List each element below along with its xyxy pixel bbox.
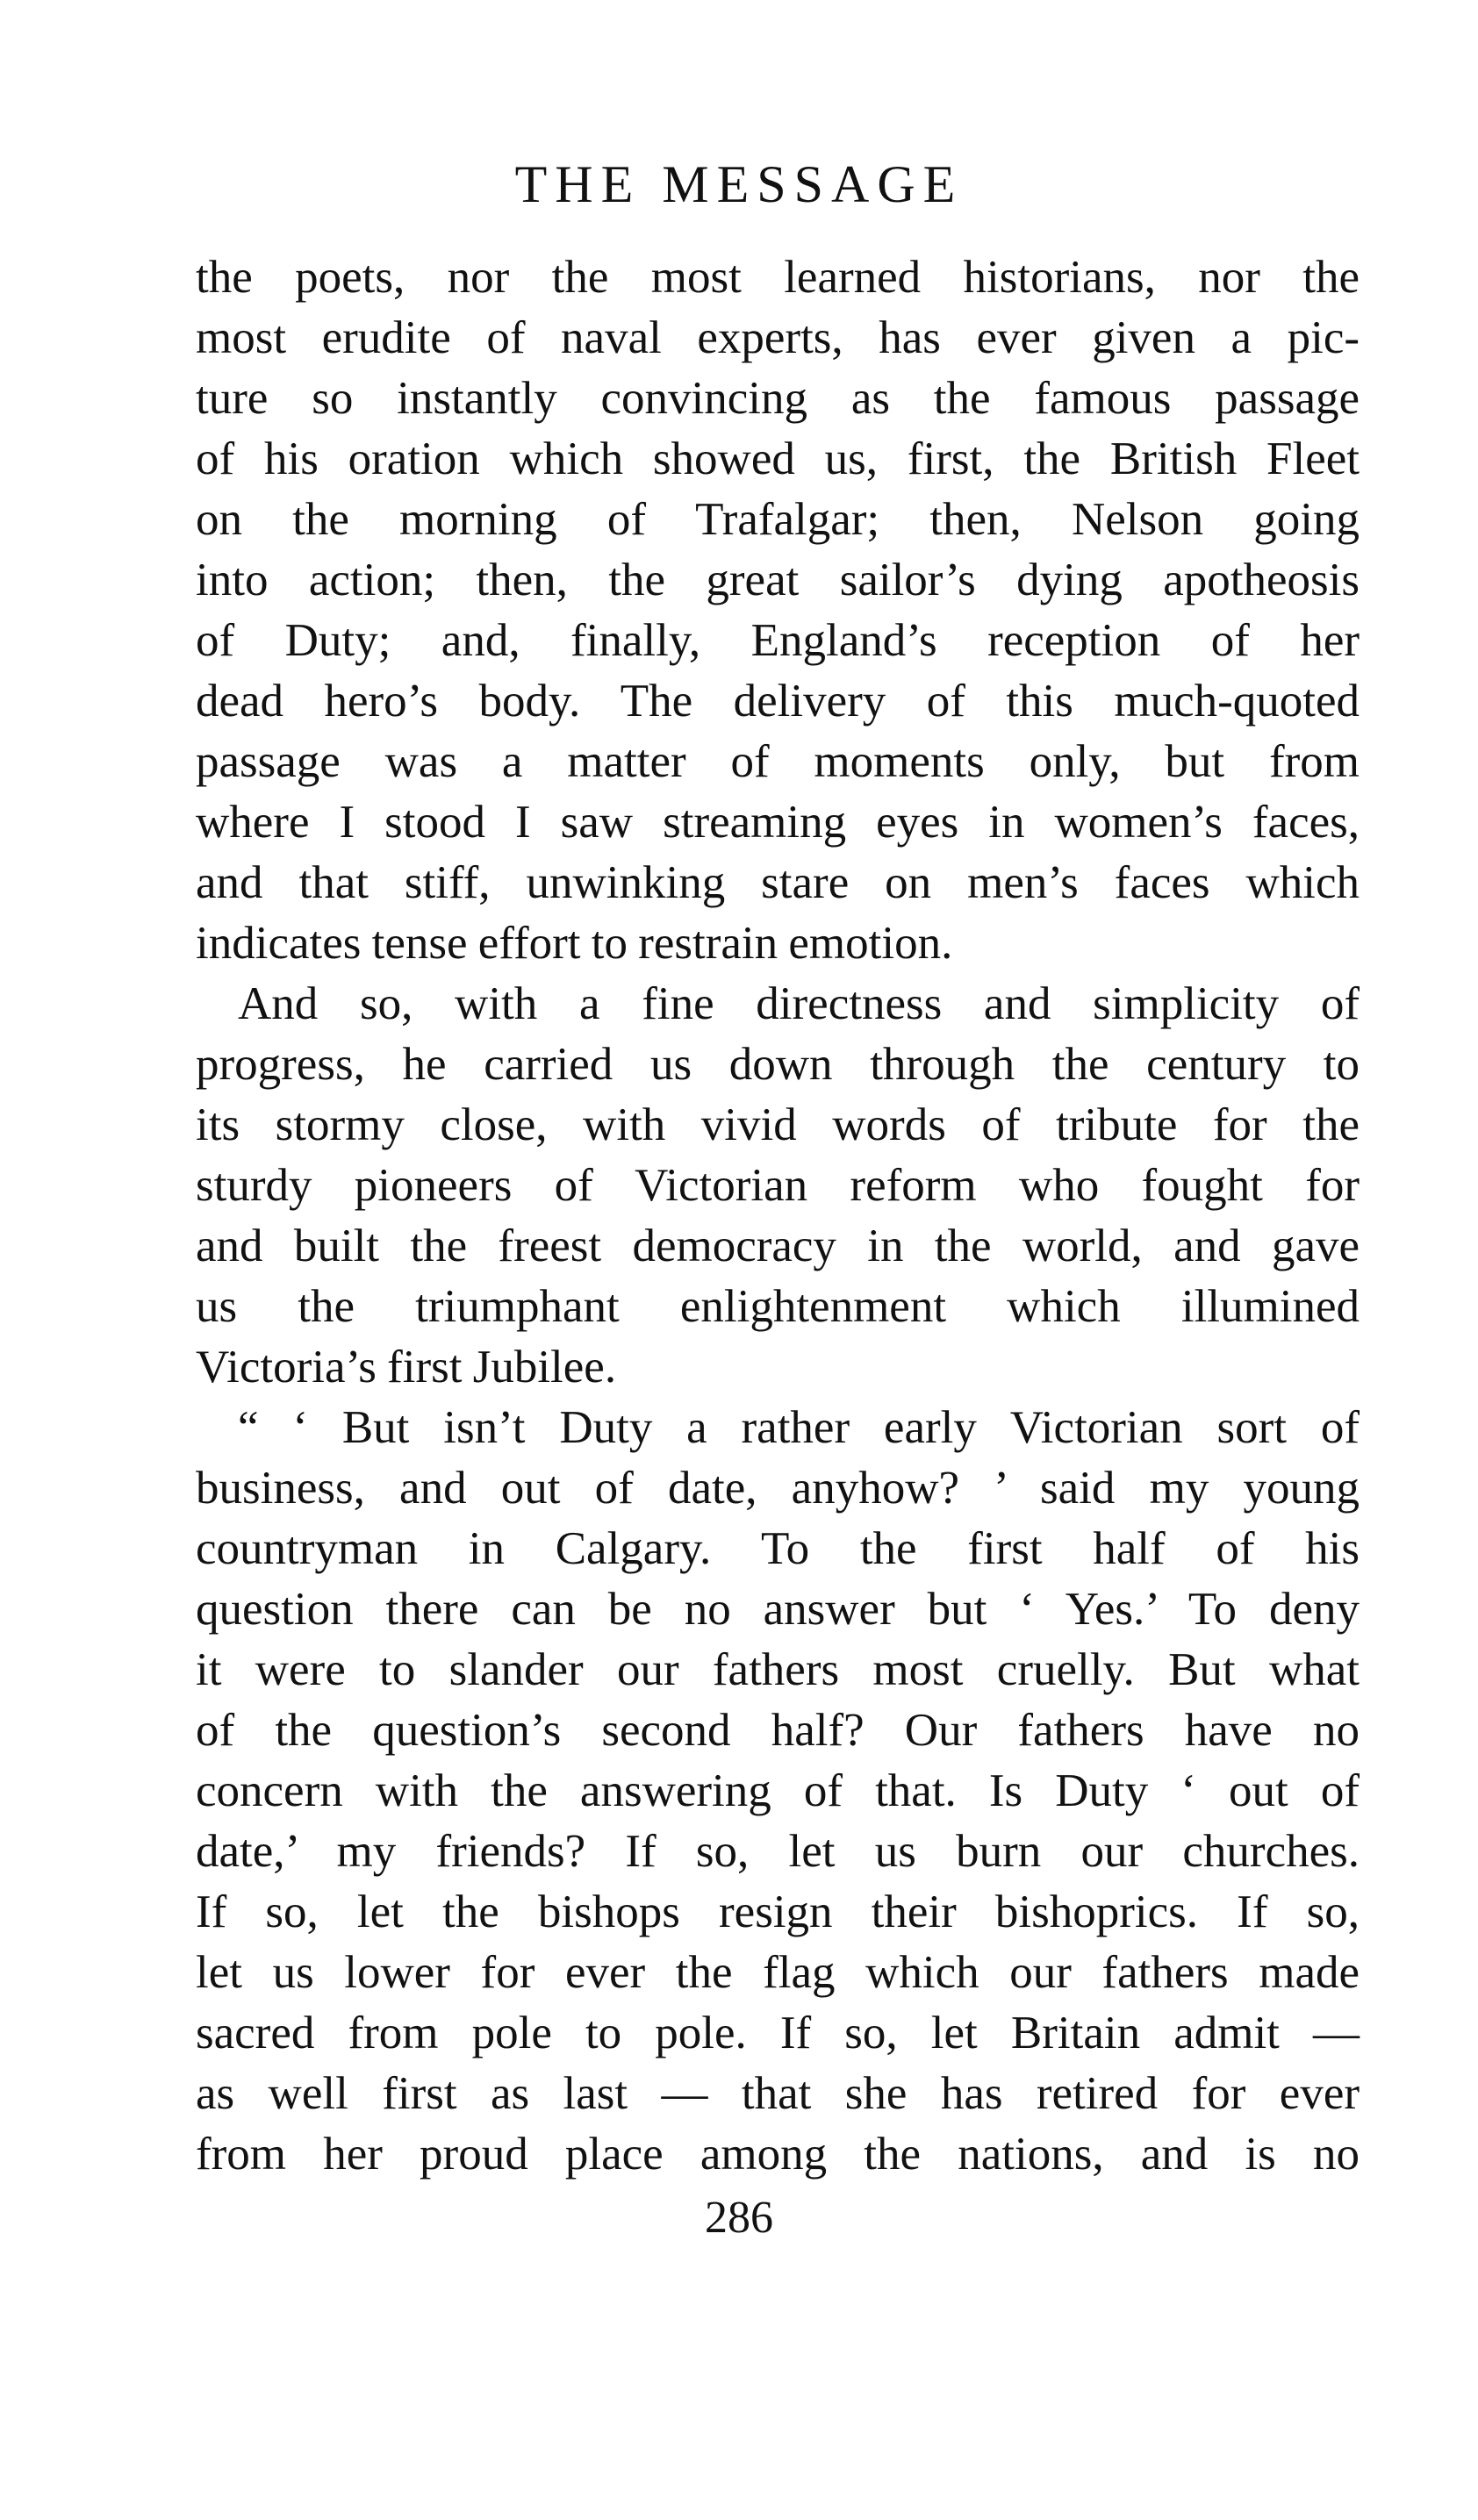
text-line: passage was a matter of moments only, but from bbox=[196, 736, 1360, 787]
paragraph bbox=[196, 974, 1360, 1398]
text-line: indicates tense effort to restrain emotion. bbox=[196, 918, 953, 969]
body-text bbox=[196, 247, 1360, 2185]
text-line: as well first as last — that she has retired for ever bbox=[196, 2068, 1360, 2119]
text-line: dead hero’s body. The delivery of this much-quoted bbox=[196, 676, 1360, 727]
page-number: 286 bbox=[705, 2193, 773, 2243]
text-line: date,’ my friends? If so, let us burn our churches. bbox=[196, 1826, 1360, 1877]
text-line: us the triumphant enlightenment which illumined bbox=[196, 1281, 1360, 1332]
text-line: concern with the answering of that. Is Duty ‘ out of bbox=[196, 1765, 1360, 1816]
paragraph bbox=[196, 247, 1360, 974]
text-line: business, and out of date, anyhow? ’ said my young bbox=[196, 1463, 1360, 1514]
text-line: And so, with a fine directness and simplicity of bbox=[238, 978, 1360, 1029]
text-line: into action; then, the great sailor’s dying apotheosis bbox=[196, 555, 1360, 605]
text-line: progress, he carried us down through the century to bbox=[196, 1039, 1360, 1090]
text-line: of his oration which showed us, first, the British Fleet bbox=[196, 433, 1360, 484]
text-line: ture so instantly convincing as the famous passage bbox=[196, 373, 1360, 424]
text-line: of Duty; and, finally, England’s reception of her bbox=[196, 615, 1360, 666]
text-line: “ ‘ But isn’t Duty a rather early Victorian sort of bbox=[238, 1402, 1360, 1453]
text-line: of the question’s second half? Our fathers have no bbox=[196, 1705, 1360, 1756]
text-line: it were to slander our fathers most cruelly. But what bbox=[196, 1644, 1360, 1695]
text-line: and that stiff, unwinking stare on men’s faces which bbox=[196, 857, 1360, 908]
text-line: the poets, nor the most learned historians, nor the bbox=[196, 252, 1360, 303]
text-line: question there can be no answer but ‘ Yes.’ To deny bbox=[196, 1584, 1360, 1635]
text-line: from her proud place among the nations, and is no bbox=[196, 2129, 1360, 2180]
text-line: If so, let the bishops resign their bishoprics. If so, bbox=[196, 1886, 1360, 1937]
text-line: sacred from pole to pole. If so, let Britain admit — bbox=[196, 2008, 1360, 2058]
text-line: on the morning of Trafalgar; then, Nelson going bbox=[196, 494, 1360, 545]
text-line: and built the freest democracy in the world, and gave bbox=[196, 1221, 1360, 1271]
text-line: its stormy close, with vivid words of tribute for the bbox=[196, 1099, 1360, 1150]
paragraph bbox=[196, 1398, 1360, 2185]
text-line: Victoria’s first Jubilee. bbox=[196, 1342, 617, 1392]
text-line: where I stood I saw streaming eyes in women’s faces, bbox=[196, 797, 1360, 848]
text-line: most erudite of naval experts, has ever given a pic- bbox=[196, 312, 1360, 363]
text-line: sturdy pioneers of Victorian reform who fought for bbox=[196, 1160, 1360, 1211]
text-line: countryman in Calgary. To the first half of his bbox=[196, 1523, 1360, 1574]
text-line: let us lower for ever the flag which our fathers made bbox=[196, 1947, 1360, 1998]
running-head: THE MESSAGE bbox=[514, 155, 964, 213]
